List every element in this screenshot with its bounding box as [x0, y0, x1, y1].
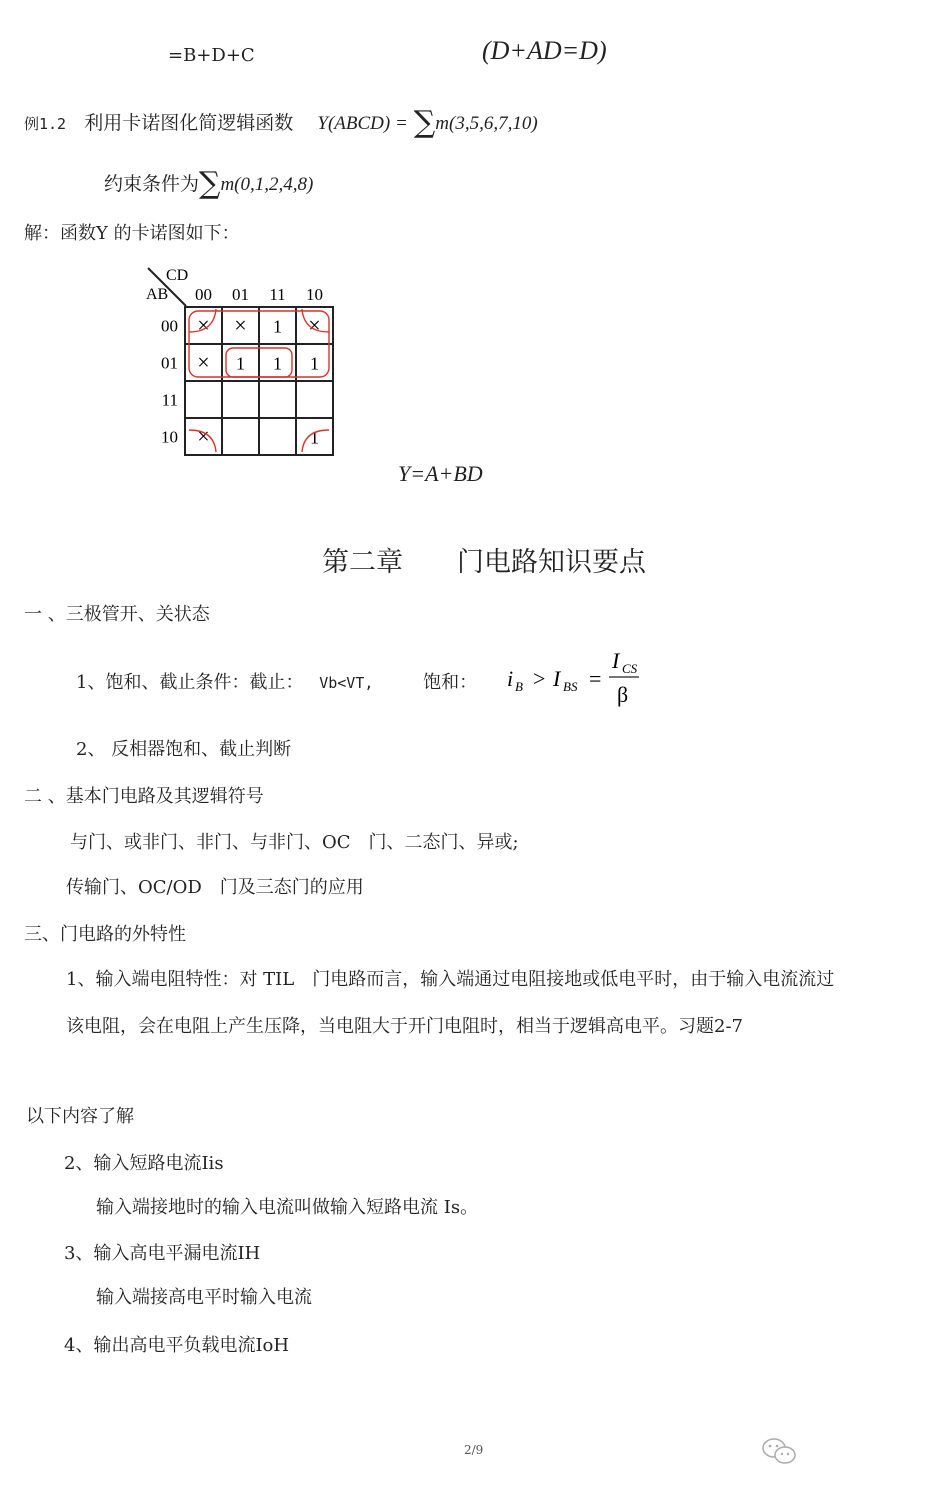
function-rhs: m(3,5,6,7,10): [435, 113, 538, 134]
example-desc: 利用卡诺图化简逻辑函数: [84, 112, 294, 134]
kmap-cell: 1: [310, 353, 319, 374]
svg-text:>: >: [533, 666, 546, 691]
kmap-cell: 1: [273, 353, 282, 374]
constraint-label: 约束条件为: [104, 173, 200, 195]
identity-note: (D+AD=D): [482, 36, 607, 65]
kmap-cell: ×: [308, 312, 321, 338]
kmap-col-header: 01: [232, 285, 249, 304]
section3-title: 三、门电路的外特性: [24, 924, 186, 945]
svg-text:I: I: [612, 648, 620, 673]
understand-title: 以下内容了解: [26, 1106, 134, 1127]
svg-text:I: I: [553, 666, 561, 691]
chapter-title: 第二章 门电路知识要点: [322, 547, 646, 578]
output-high-load-current: 4、输出高电平负载电流IoH: [64, 1335, 290, 1356]
inverter-judge: 2、 反相器饱和、截止判断: [76, 739, 292, 760]
example-label: 例1.2: [24, 115, 67, 133]
kmap-var-ab: AB: [146, 286, 169, 303]
constraint-rhs: m(0,1,2,4,8): [220, 174, 314, 195]
kmap-cell: 1: [310, 427, 319, 448]
section1-title: 一 、三极管开、关状态: [24, 604, 210, 625]
saturation-line: [76, 668, 477, 694]
kmap-cell: 1: [236, 353, 245, 374]
cutoff-label: 1、饱和、截止条件：截止：: [76, 672, 304, 693]
kmap-col-header: 00: [195, 285, 212, 304]
kmap-cell: 1: [273, 316, 282, 337]
kmap-row-header: 00: [161, 316, 178, 336]
kmap-col-header: 11: [269, 285, 286, 304]
constraint-line: [104, 163, 314, 201]
kmap-cell: ×: [197, 349, 210, 375]
input-resistance-para-2: 该电阻，会在电阻上产生压降，当电阻大于开门电阻时，相当于逻辑高电平。习题2-7: [66, 1016, 743, 1037]
short-circuit-desc: 输入端接地时的输入电流叫做输入短路电流 Is。: [96, 1197, 479, 1218]
high-leak-current: 3、输入高电平漏电流IH: [64, 1243, 261, 1264]
expression-line: =B+D+C: [168, 45, 255, 66]
input-resistance-para-1: 1、输入端电阻特性：对 TIL 门电路而言，输入端通过电阻接地或低电平时，由于输入电流流过: [66, 969, 835, 990]
wechat-icon: [760, 1436, 800, 1468]
kmap-row-header: 11: [161, 390, 178, 410]
short-circuit-current: 2、输入短路电流Iis: [64, 1153, 224, 1174]
saturation-label: 饱和：: [423, 672, 478, 693]
result-expression: Y=A+BD: [398, 461, 483, 486]
kmap-row-header: 01: [161, 353, 178, 373]
sigma-symbol-2: ∑: [199, 166, 221, 201]
karnaugh-map: [140, 262, 350, 462]
page-number: 2/9: [464, 1443, 484, 1457]
gate-list: 与门、或非门、非门、与非门、OC 门、二态门、异或;: [70, 832, 519, 853]
svg-text:CS: CS: [622, 661, 638, 676]
kmap-cell: ×: [197, 312, 210, 338]
high-leak-desc: 输入端接高电平时输入电流: [96, 1287, 312, 1308]
cutoff-condition: Vb<VT,: [319, 674, 374, 692]
svg-text:i: i: [507, 666, 514, 691]
gate-application: 传输门、OC/OD 门及三态门的应用: [66, 877, 364, 898]
sigma-symbol: ∑: [413, 105, 436, 140]
kmap-var-cd: CD: [166, 267, 189, 284]
section2-title: 二 、基本门电路及其逻辑符号: [24, 786, 264, 807]
example-line: [24, 102, 538, 140]
function-lhs: Y(ABCD) =: [317, 113, 408, 134]
saturation-formula: [505, 646, 645, 710]
solution-intro: 解：函数Y 的卡诺图如下：: [24, 223, 240, 244]
kmap-cell: ×: [234, 312, 247, 338]
kmap-col-header: 10: [306, 285, 323, 304]
svg-text:=: =: [589, 666, 602, 691]
kmap-cell: ×: [197, 423, 210, 449]
svg-text:β: β: [617, 682, 629, 707]
svg-text:B: B: [515, 679, 523, 694]
kmap-row-header: 10: [161, 427, 178, 447]
svg-text:BS: BS: [563, 679, 578, 694]
